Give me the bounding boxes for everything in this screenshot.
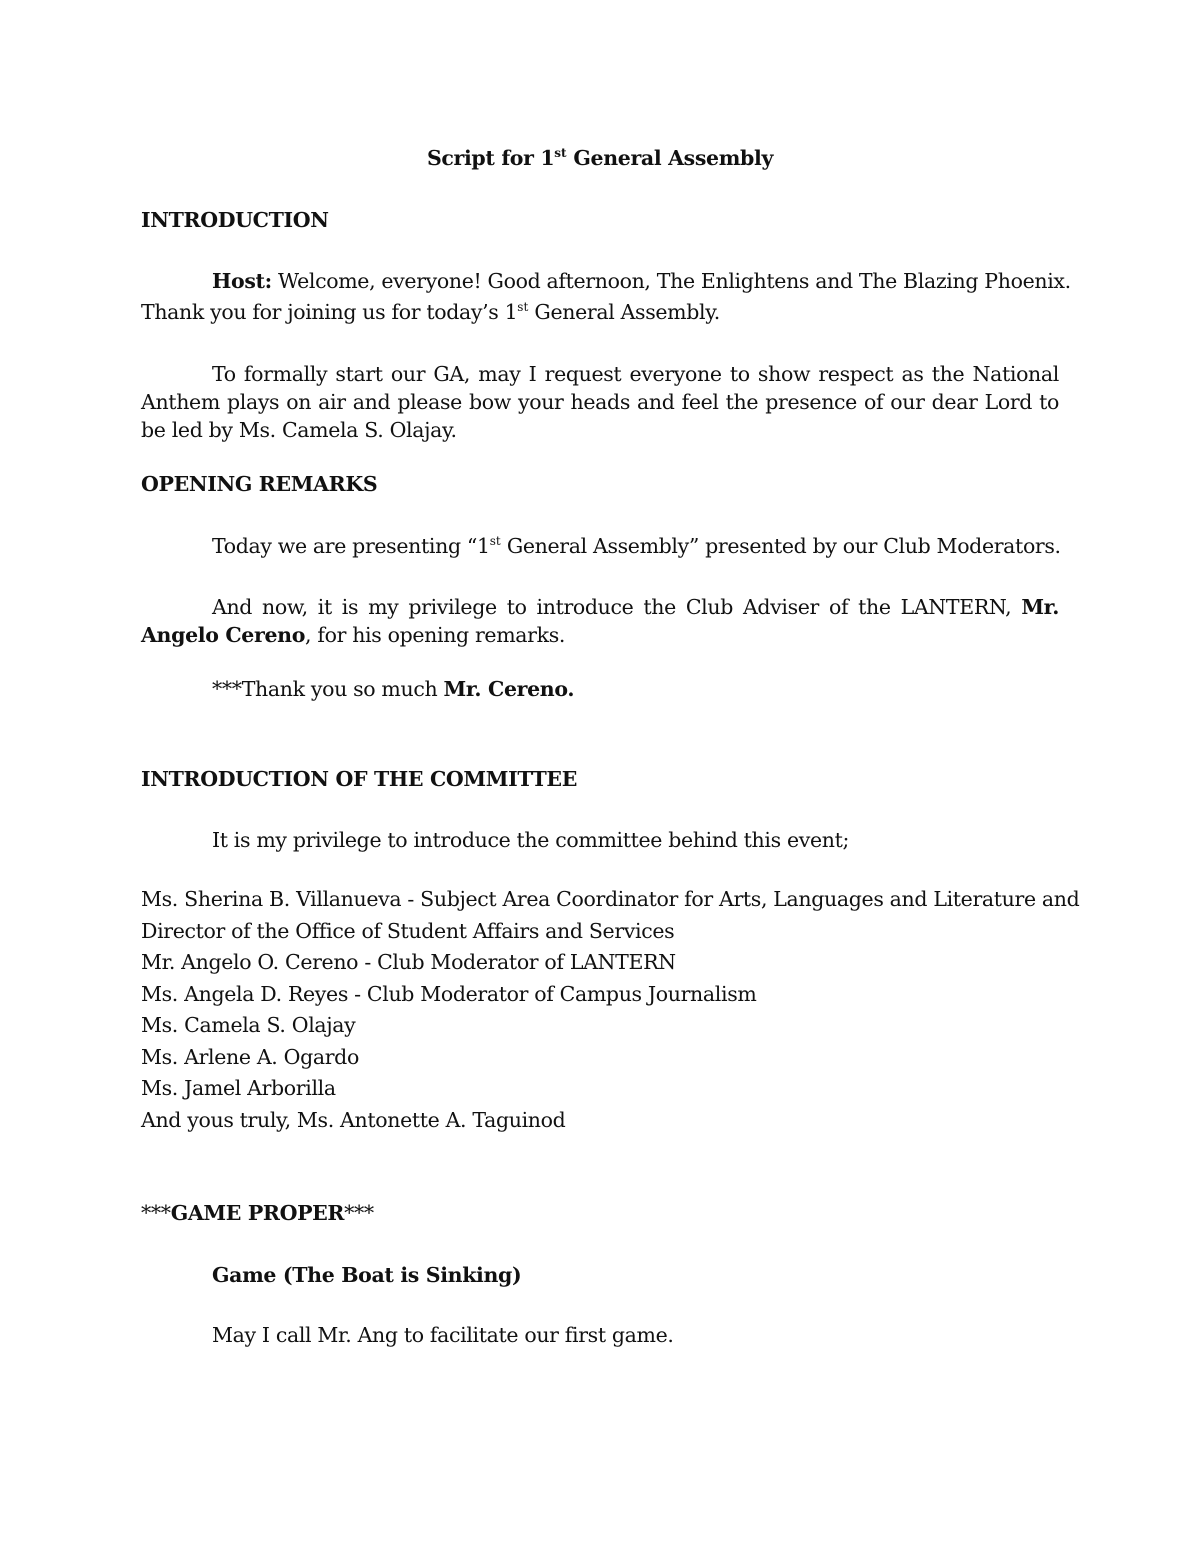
adviser-title: Mr. bbox=[1021, 595, 1060, 619]
committee-intro: It is my privilege to introduce the committee behind this event; bbox=[212, 828, 850, 852]
committee-member: Mr. Angelo O. Cereno - Club Moderator of LANTERN bbox=[141, 950, 676, 974]
title-text: Script for 1 bbox=[426, 146, 555, 170]
introduction-heading: INTRODUCTION bbox=[141, 208, 329, 232]
anthem-line-3: be led by Ms. Camela S. Olajay. bbox=[141, 418, 457, 442]
thanks-text: ***Thank you so much bbox=[212, 677, 444, 701]
committee-member: Ms. Angela D. Reyes - Club Moderator of Campus Journalism bbox=[141, 982, 757, 1006]
host-label: Host: bbox=[212, 269, 272, 293]
adviser-intro-line-2 bbox=[141, 620, 1059, 650]
adviser-intro-line-1 bbox=[212, 592, 1059, 622]
committee-member: Ms. Sherina B. Villanueva - Subject Area Coordinator for Arts, Languages and Literature and bbox=[141, 887, 1080, 911]
document-title bbox=[0, 143, 1200, 173]
presenting-text: Today we are presenting “1 bbox=[212, 534, 490, 558]
committee-member: Ms. Jamel Arborilla bbox=[141, 1076, 336, 1100]
adviser-name: Angelo Cereno bbox=[141, 623, 306, 647]
host-line-2 bbox=[141, 297, 1059, 327]
title-text-end: General Assembly bbox=[566, 146, 774, 170]
adviser-intro-end: , for his opening remarks. bbox=[305, 623, 566, 647]
committee-member: And yous truly, Ms. Antonette A. Taguinod bbox=[141, 1108, 566, 1132]
game-proper-title: GAME PROPER bbox=[170, 1201, 345, 1225]
thanks-name: Mr. Cereno. bbox=[443, 677, 575, 701]
game-proper-prefix: *** bbox=[141, 1201, 171, 1225]
game-facilitator-call: May I call Mr. Ang to facilitate our first game. bbox=[212, 1323, 674, 1347]
thanks-line bbox=[212, 674, 1059, 704]
adviser-intro-text: And now, it is my privilege to introduce the Club Adviser of the LANTERN, bbox=[212, 595, 1012, 619]
committee-member: Ms. Arlene A. Ogardo bbox=[141, 1045, 359, 1069]
presenting-superscript: st bbox=[489, 534, 501, 548]
opening-remarks-heading: OPENING REMARKS bbox=[141, 472, 378, 496]
host-line-2-text: Thank you for joining us for today’s 1 bbox=[141, 300, 518, 324]
committee-member: Ms. Camela S. Olajay bbox=[141, 1013, 356, 1037]
presenting-text-end: General Assembly” presented by our Club Moderators. bbox=[500, 534, 1061, 558]
anthem-line-2: Anthem plays on air and please bow your heads and feel the presence of our dear Lord to bbox=[141, 390, 1059, 414]
game-proper-suffix: *** bbox=[344, 1201, 374, 1225]
game-title: Game (The Boat is Sinking) bbox=[212, 1263, 522, 1287]
host-line-2-text-end: General Assembly. bbox=[528, 300, 720, 324]
title-superscript: st bbox=[554, 146, 567, 160]
presenting-line bbox=[212, 531, 1059, 561]
game-proper-heading bbox=[141, 1198, 1059, 1228]
host-line-1 bbox=[212, 266, 1071, 296]
committee-heading: INTRODUCTION OF THE COMMITTEE bbox=[141, 767, 577, 791]
host-line-2-superscript: st bbox=[517, 300, 529, 314]
host-welcome-text: Welcome, everyone! Good afternoon, The Enlightens and The Blazing Phoenix. bbox=[271, 269, 1071, 293]
anthem-line-1: To formally start our GA, may I request everyone to show respect as the National bbox=[212, 362, 1059, 386]
committee-member: Director of the Office of Student Affairs and Services bbox=[141, 919, 675, 943]
